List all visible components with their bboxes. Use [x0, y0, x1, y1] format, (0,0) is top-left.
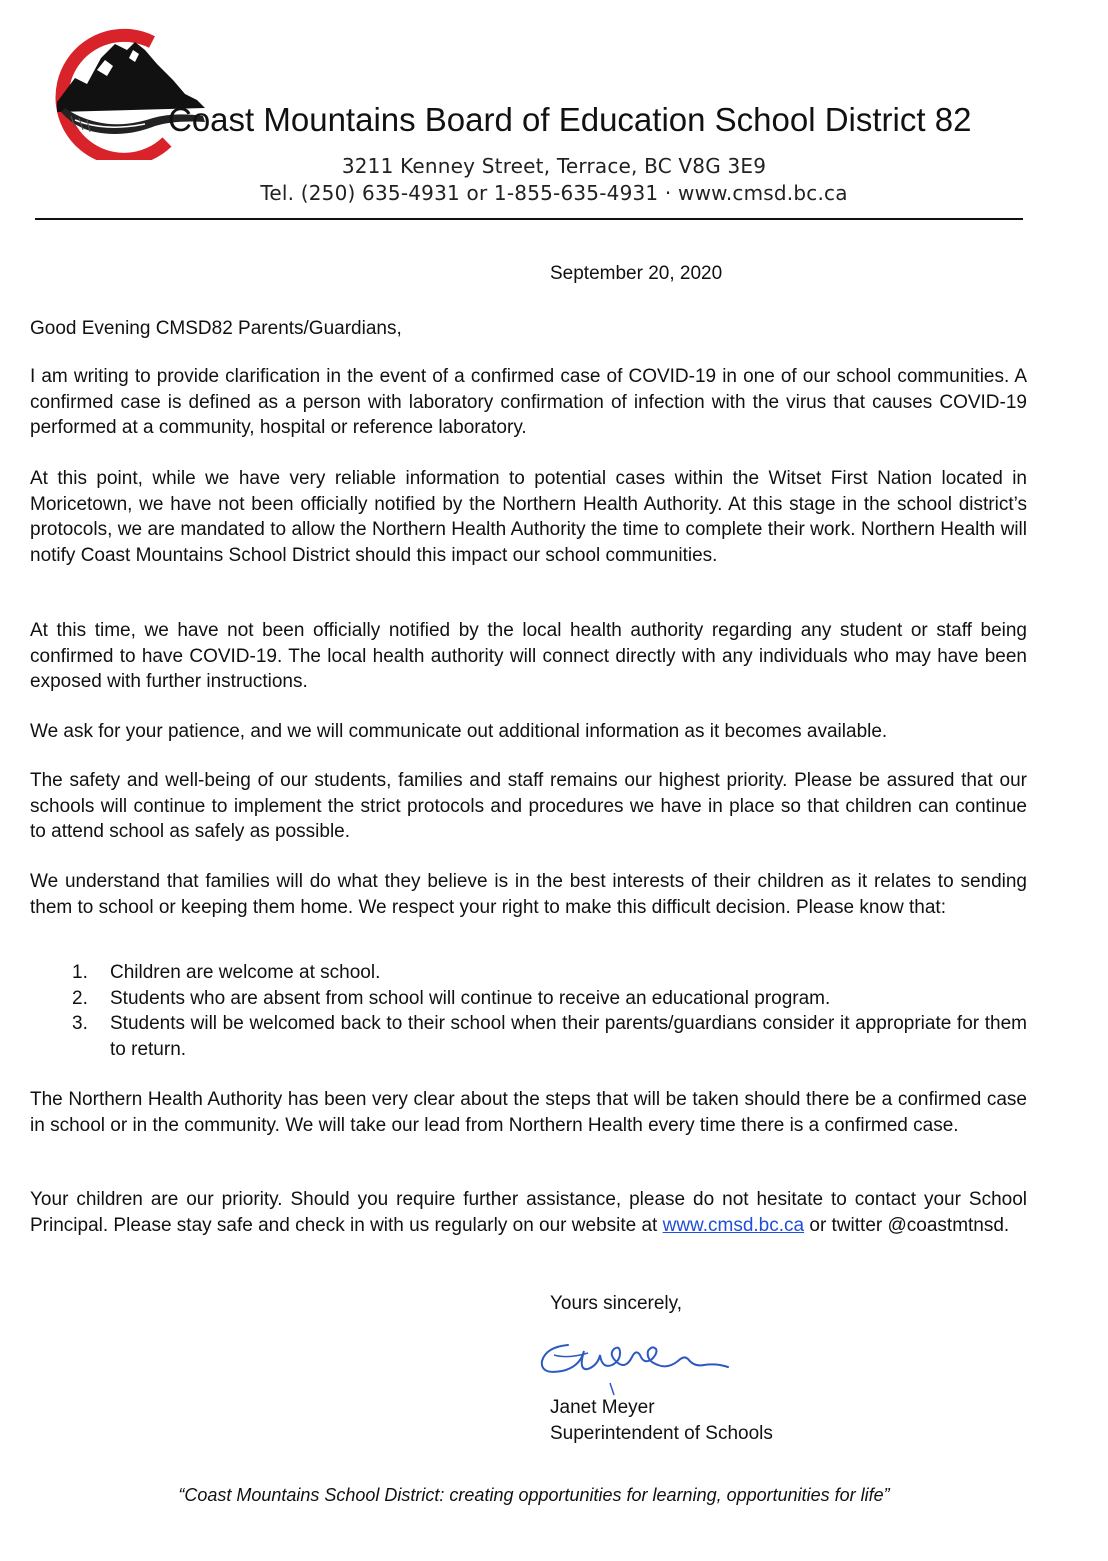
letterhead-contact: Tel. (250) 635-4931 or 1-855-635-4931 · www.cmsd.bc.ca — [260, 181, 848, 205]
website-link[interactable]: www.cmsd.bc.ca — [662, 1214, 805, 1236]
signer-name: Janet Meyer — [550, 1397, 655, 1418]
signature-icon — [528, 1325, 748, 1400]
list-item — [72, 960, 1027, 986]
list-item-number: 2. — [72, 987, 88, 1009]
closing-paragraph-text: Your children are our priority. Should you require further assistance, please do not hesitate to contact your School Principal. Please stay safe and check in with us regularly on our website at — [30, 1189, 1027, 1236]
list-item-text: Children are welcome at school. — [110, 962, 381, 983]
list-item-number: 1. — [72, 962, 88, 983]
salutation: Good Evening CMSD82 Parents/Guardians, — [30, 318, 402, 339]
closing-paragraph — [30, 1187, 1027, 1238]
letter-date: September 20, 2020 — [550, 263, 723, 284]
closing-paragraph-text: or twitter @coastmtnsd. — [804, 1214, 1010, 1236]
body-paragraph: The safety and well-being of our students, families and staff remains our highest priority. Please be assured that our schools will continue to implement the strict protocols and procedures we have in place so that children can continue to attend school as safely as possible. — [30, 770, 1027, 843]
body-paragraph: The Northern Health Authority has been very clear about the steps that will be taken should there be a confirmed case in school or in the community. We will take our lead from Northern Health every time there is a confirmed case. — [30, 1089, 1027, 1136]
list-item — [72, 986, 1027, 1012]
body-paragraph: I am writing to provide clarification in the event of a confirmed case of COVID-19 in one of our school communities. A confirmed case is defined as a person with laboratory confirmation of infection with the virus that causes COVID-19 performed at a community, hospital or reference laboratory. — [30, 366, 1027, 439]
signer-title: Superintendent of Schools — [550, 1422, 773, 1444]
letterhead-title: Coast Mountains Board of Education School District 82 — [168, 101, 972, 138]
letterhead-address: 3211 Kenney Street, Terrace, BC V8G 3E9 — [341, 154, 767, 178]
closing-phrase: Yours sincerely, — [550, 1293, 683, 1314]
list-item-number: 3. — [72, 1013, 88, 1035]
footer-motto: “Coast Mountains School District: creating opportunities for learning, opportunities for life” — [178, 1485, 890, 1505]
list-item-text: Students will be welcomed back to their school when their parents/guardians consider it appropriate for them to return. — [110, 1013, 1027, 1060]
body-paragraph: At this point, while we have very reliable information to potential cases within the Witset First Nation located in Moricetown, we have not been officially notified by the Northern Health Authority. At this stage in the school district’s protocols, we are mandated to allow the Northern Health Authority the time to complete their work. Northern Health will notify Coast Mountains School District should this impact our school communities. — [30, 468, 1027, 566]
body-paragraph: At this time, we have not been officially notified by the local health authority regarding any student or staff being confirmed to have COVID-19. The local health authority will connect directly with any individuals who may have been exposed with further instructions. — [30, 620, 1027, 693]
numbered-list — [72, 960, 1027, 1062]
body-paragraph: We understand that families will do what they believe is in the best interests of their children as it relates to sending them to school or keeping them home. We respect your right to make this difficult decision. Please know that: — [30, 871, 1027, 918]
letterhead-divider — [35, 218, 1023, 220]
body-paragraph: We ask for your patience, and we will communicate out additional information as it becomes available. — [30, 721, 888, 742]
list-item-text: Students who are absent from school will continue to receive an educational program. — [110, 987, 831, 1009]
signer-block — [550, 1395, 773, 1446]
list-item — [72, 1011, 1027, 1062]
